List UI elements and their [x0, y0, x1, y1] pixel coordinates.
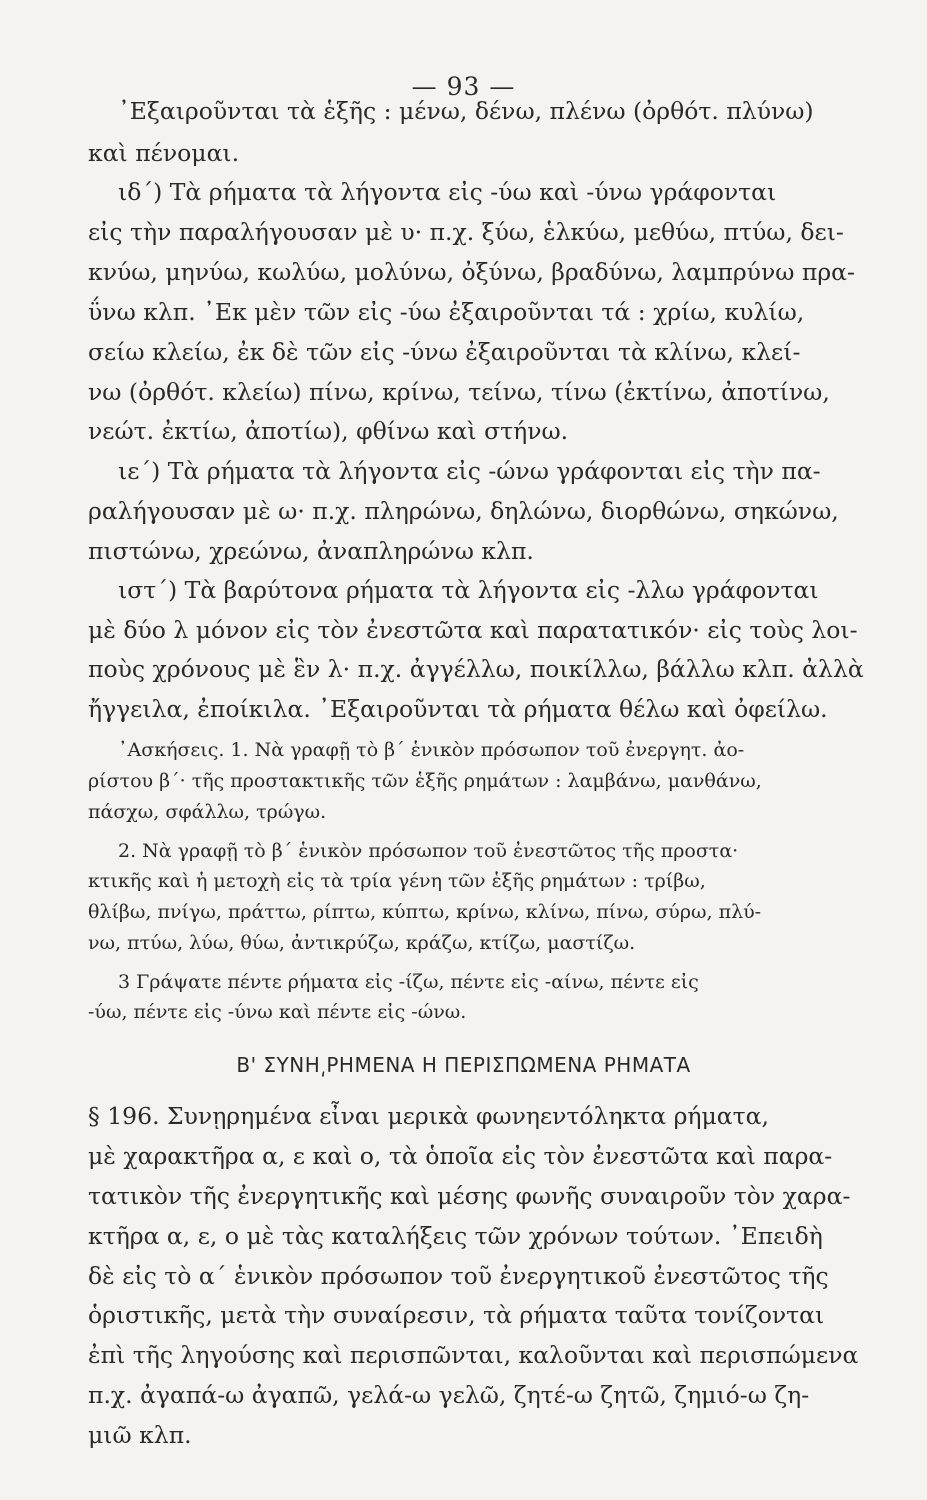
text-line: ὁριστικῆς, μετὰ τὴν συναίρεσιν, τὰ ρήματα ταῦτα τονίζονται: [88, 1301, 825, 1329]
text-line: ποὺς χρόνους μὲ ἓν λ· π.χ. ἀγγέλλω, ποικίλλω, βάλλω κλπ. ἀλλὰ: [88, 655, 864, 683]
text-line: κνύω, μηνύω, κωλύω, μολύνω, ὀξύνω, βραδύνω, λαμπρύνω πρα-: [88, 258, 855, 286]
text-line: πάσχω, σφάλλω, τρώγω.: [88, 801, 327, 823]
text-line: ἤγγειλα, ἐποίκιλα. ᾿Εξαιροῦνται τὰ ρήματα θέλω καὶ ὀφείλω.: [88, 695, 828, 723]
text-line: καὶ πένομαι.: [88, 139, 240, 167]
text-line: ιδ΄) Τὰ ρήματα τὰ λήγοντα εἰς -ύω καὶ -ύνω γράφονται: [118, 178, 777, 206]
text-line: μὲ δύο λ μόνον εἰς τὸν ἐνεστῶτα καὶ παρατατικόν· εἰς τοὺς λοι-: [88, 616, 858, 644]
text-line: § 196. Συνῃρημένα εἶναι μερικὰ φωνηεντόληκτα ρήματα,: [88, 1102, 769, 1130]
text-line: κτικῆς καὶ ἡ μετοχὴ εἰς τὰ τρία γένη τῶν ἑξῆς ρημάτων : τρίβω,: [88, 870, 706, 892]
text-line: νω, πτύω, λύω, θύω, ἀντικρύζω, κράζω, κτίζω, μαστίζω.: [88, 932, 636, 954]
text-line: 2. Νὰ γραφῇ τὸ β΄ ἑνικὸν πρόσωπον τοῦ ἐνεστῶτος τῆς προστα·: [118, 840, 739, 862]
text-line: θλίβω, πνίγω, πράττω, ρίπτω, κύπτω, κρίνω, κλίνω, πίνω, σύρω, πλύ-: [88, 901, 762, 923]
text-line: νω (ὀρθότ. κλείω) πίνω, κρίνω, τείνω, τίνω (ἐκτίνω, ἀποτίνω,: [88, 378, 830, 406]
text-line: 3 Γράψατε πέντε ρήματα εἰς -ίζω, πέντε εἰς -αίνω, πέντε εἰς: [118, 971, 699, 993]
text-line: -ύω, πέντε εἰς -ύνω καὶ πέντε εἰς -ώνω.: [88, 1001, 467, 1023]
text-line: εἰς τὴν παραλήγουσαν μὲ υ· π.χ. ξύω, ἑλκύω, μεθύω, πτύω, δει-: [88, 218, 844, 246]
text-line: μὲ χαρακτῆρα α, ε καὶ ο, τὰ ὁποῖα εἰς τὸν ἐνεστῶτα καὶ παρα-: [88, 1142, 833, 1170]
text-line: πιστώνω, χρεώνω, ἀναπληρώνω κλπ.: [88, 537, 534, 565]
text-line: τατικὸν τῆς ἐνεργητικῆς καὶ μέσης φωνῆς συναιροῦν τὸν χαρα-: [88, 1182, 851, 1210]
text-line: σείω κλείω, ἐκ δὲ τῶν εἰς -ύνω ἐξαιροῦνται τὰ κλίνω, κλεί-: [88, 338, 801, 366]
text-line: δὲ εἰς τὸ α΄ ἑνικὸν πρόσωπον τοῦ ἐνεργητικοῦ ἐνεστῶτος τῆς: [88, 1262, 829, 1290]
text-line: ᾿Ασκήσεις. 1. Νὰ γραφῇ τὸ β΄ ἑνικὸν πρόσωπον τοῦ ἐνεργητ. ἀο-: [118, 739, 745, 761]
text-line: ΰνω κλπ. ᾿Εκ μὲν τῶν εἰς -ύω ἐξαιροῦνται τά : χρίω, κυλίω,: [88, 298, 805, 326]
text-line: ραλήγουσαν μὲ ω· π.χ. πληρώνω, δηλώνω, διορθώνω, σηκώνω,: [88, 497, 839, 525]
text-line: ιε΄) Τὰ ρήματα τὰ λήγοντα εἰς -ώνω γράφονται εἰς τὴν πα-: [118, 457, 821, 485]
text-line: νεώτ. ἐκτίω, ἀποτίω), φθίνω καὶ στήνω.: [88, 417, 569, 445]
text-line: ᾿Εξαιροῦνται τὰ ἑξῆς : μένω, δένω, πλένω (ὀρθότ. πλύνω): [118, 97, 814, 125]
text-line: π.χ. ἀγαπά-ω ἀγαπῶ, γελά-ω γελῶ, ζητέ-ω ζητῶ, ζημιό-ω ζη-: [88, 1381, 810, 1409]
text-line: κτῆρα α, ε, ο μὲ τὰς καταλήξεις τῶν χρόνων τούτων. ᾿Επειδὴ: [88, 1222, 823, 1250]
text-line: ρίστου β΄· τῆς προστακτικῆς τῶν ἑξῆς ρημάτων : λαμβάνω, μανθάνω,: [88, 770, 762, 792]
section-heading: Β' ΣΥΝΗ͵ΡΗΜΕΝΑ Η ΠΕΡΙΣΠΩΜΕΝΑ ΡΗΜΑΤΑ: [236, 1053, 691, 1077]
text-line: ἐπὶ τῆς ληγούσης καὶ περισπῶνται, καλοῦνται καὶ περισπώμενα: [88, 1341, 859, 1369]
page-number: — 93 —: [411, 72, 516, 101]
text-line: ιστ΄) Τὰ βαρύτονα ρήματα τὰ λήγοντα εἰς -λλω γράφονται: [118, 576, 819, 604]
text-line: μιῶ κλπ.: [88, 1421, 192, 1449]
